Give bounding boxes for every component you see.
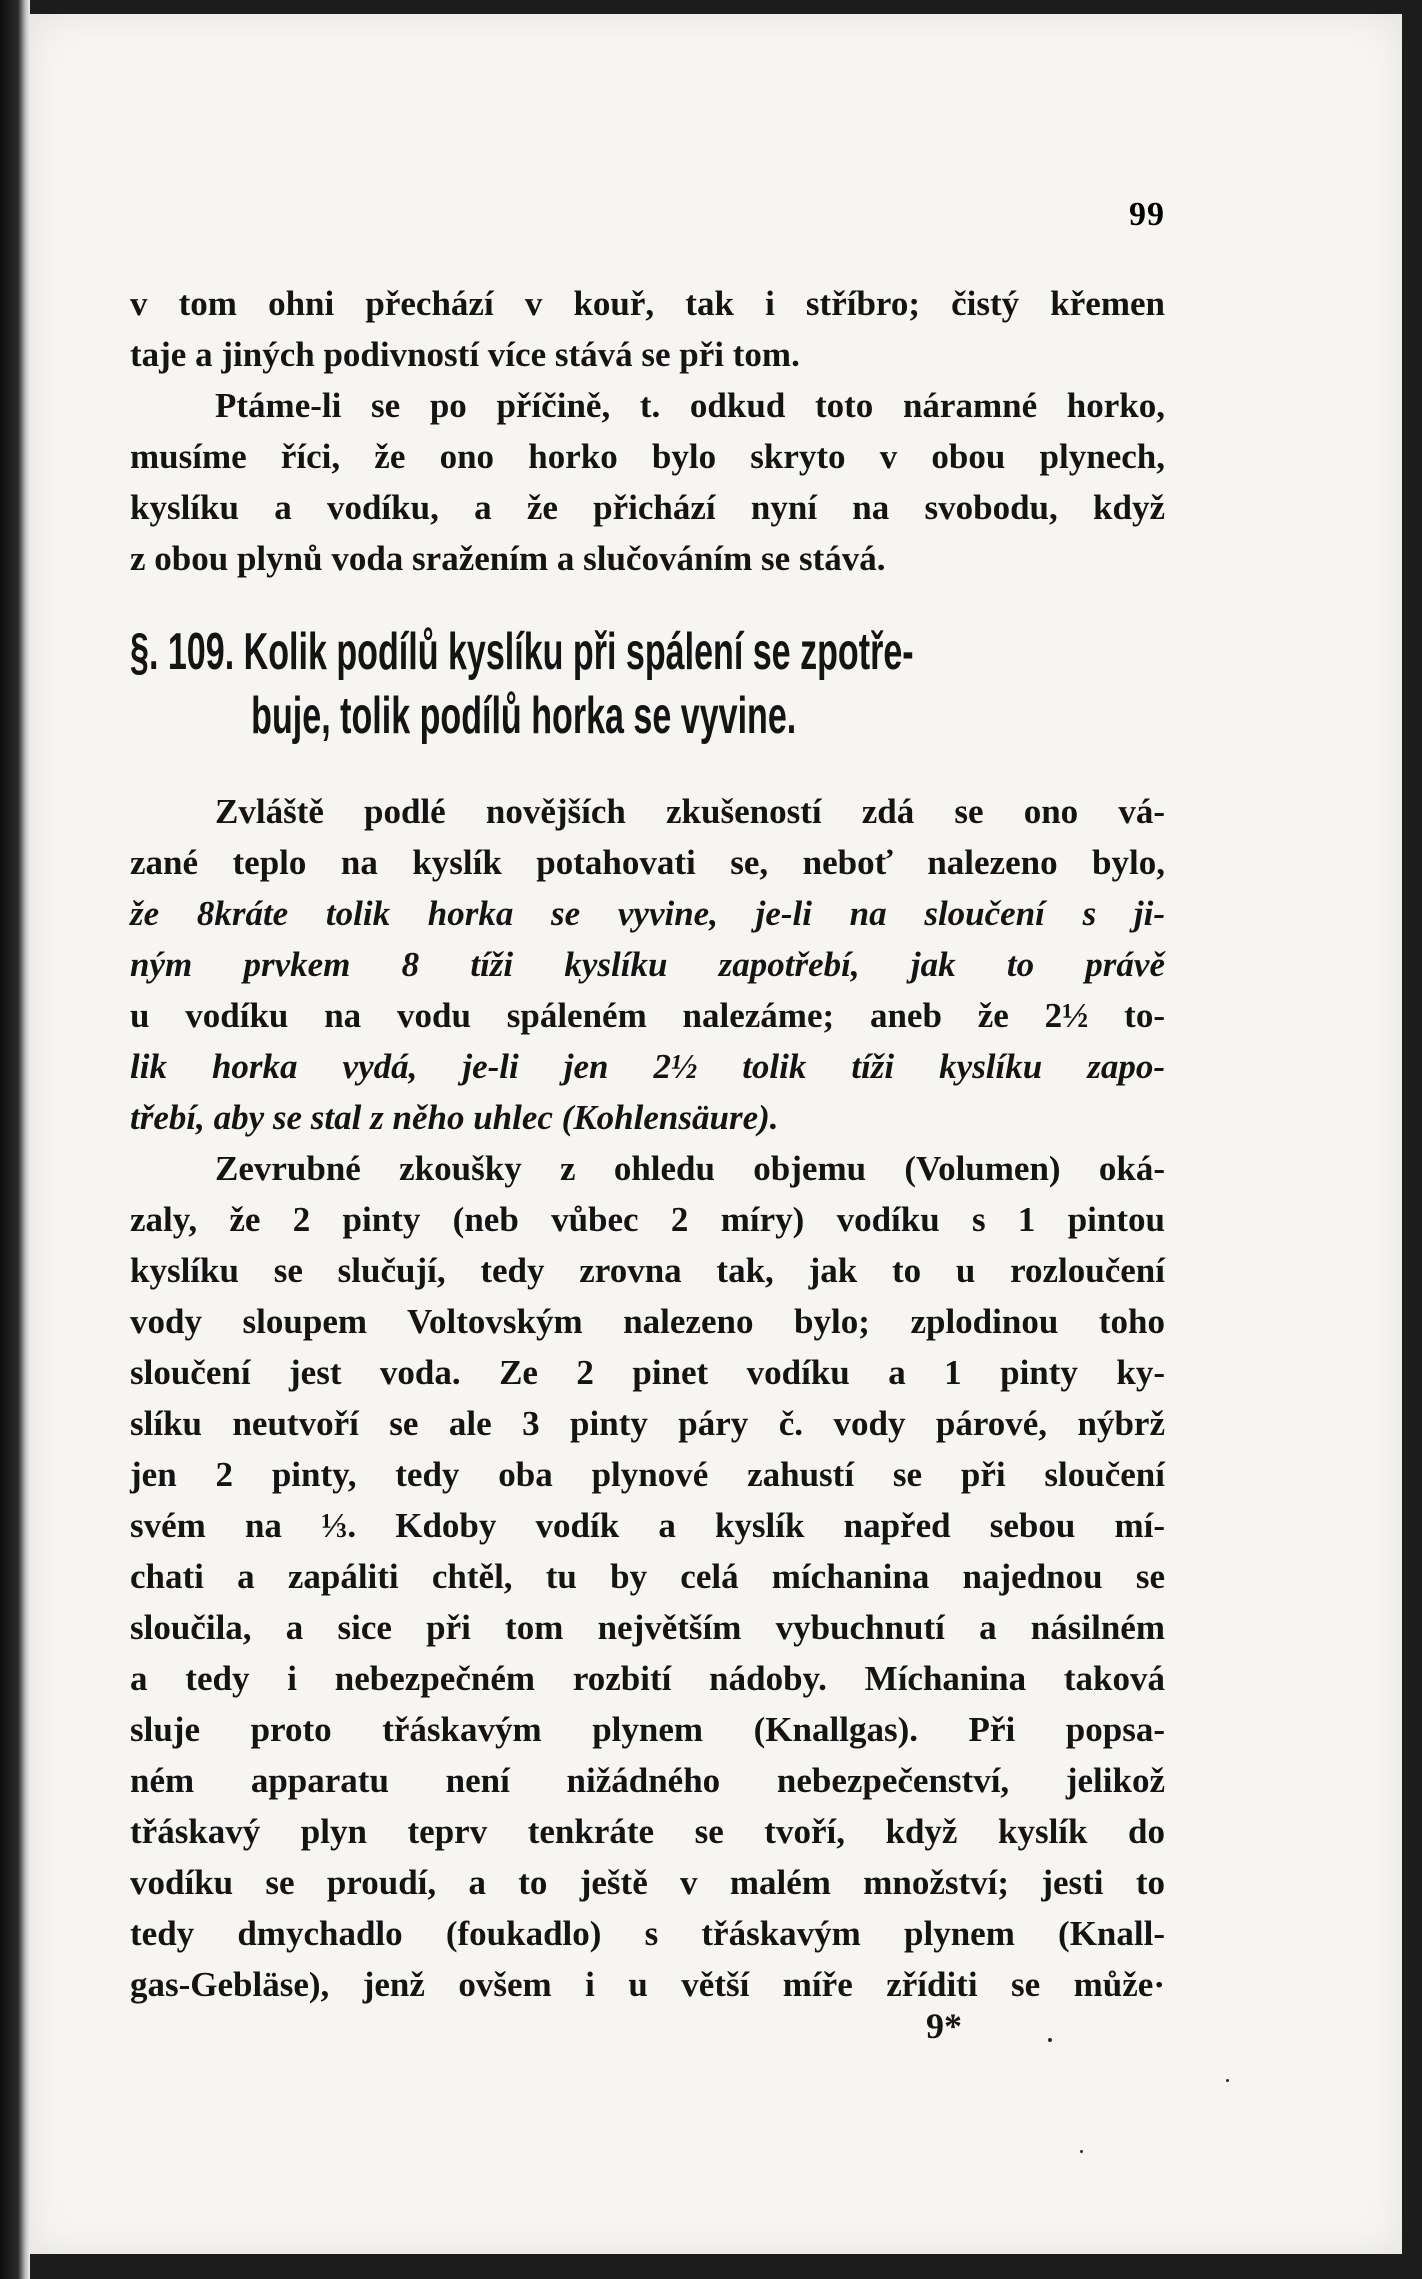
print-speck [1226,2079,1229,2082]
text-line: zané teplo na kyslík potahovati se, neboť nalezeno bylo, [130,843,1165,882]
text-line: ným prvkem 8 tíži kyslíku zapotřebí, jak to právě [130,945,1165,984]
print-speck [1048,2038,1052,2042]
heading-line: buje, tolik podílů horka se vyvine. [251,687,797,745]
text-line: třebí, aby se stal z něho uhlec (Kohlensäure). [130,1098,779,1137]
text-line: Zevrubné zkoušky z ohledu objemu (Volumen) oká- [215,1149,1165,1188]
text-line: ném apparatu není nižádného nebezpečenství, jelikož [130,1761,1165,1800]
text-line: slíku neutvoří se ale 3 pinty páry č. vody párové, nýbrž [130,1404,1165,1443]
paragraph-1 [130,278,1165,584]
text-line: chati a zapáliti chtěl, tu by celá míchanina najednou se [130,1557,1165,1596]
text-line: taje a jiných podivností více stává se při tom. [130,335,800,374]
text-line: vodíku se proudí, a to ještě v malém množství; jesti to [130,1863,1165,1902]
catchword: 9* [926,2006,962,2046]
paragraph-2 [130,786,1165,2010]
text-line: lik horka vydá, je-li jen 2½ tolik tíži kyslíku zapo- [130,1047,1165,1086]
text-line: sluje proto třáskavým plynem (Knallgas). Při popsa- [130,1710,1165,1749]
print-speck [1080,2150,1083,2153]
text-line: třáskavý plyn teprv tenkráte se tvoří, když kyslík do [130,1812,1165,1851]
text-line: zaly, že 2 pinty (neb vůbec 2 míry) vodíku s 1 pintou [130,1200,1165,1239]
text-line: u vodíku na vodu spáleném nalezáme; aneb že 2½ to- [130,996,1165,1035]
text-line: v tom ohni přechází v kouř, tak i stříbro; čistý křemen [130,284,1165,323]
text-line: tedy dmychadlo (foukadlo) s třáskavým plynem (Knall- [130,1914,1165,1953]
text-line: vody sloupem Voltovským nalezeno bylo; zplodinou toho [130,1302,1165,1341]
text-line: Ptáme-li se po příčině, t. odkud toto náramné horko, [215,386,1165,425]
section-heading [130,620,1165,748]
text-line: musíme říci, že ono horko bylo skryto v obou plynech, [130,437,1165,476]
book-gutter-edge [0,0,30,2279]
text-line: svém na ⅓. Kdoby vodík a kyslík napřed sebou mí- [130,1506,1165,1545]
text-line: Zvláště podlé novějších zkušeností zdá se ono vá- [215,792,1165,831]
text-line: kyslíku se slučují, tedy zrovna tak, jak to u rozloučení [130,1251,1165,1290]
text-line: že 8kráte tolik horka se vyvine, je-li na sloučení s ji- [130,894,1165,933]
text-line: sloučení jest voda. Ze 2 pinet vodíku a 1 pinty ky- [130,1353,1165,1392]
text-line: gas-Gebläse), jenž ovšem i u větší míře zříditi se může· [130,1965,1165,2004]
text-line: z obou plynů voda sražením a slučováním se stává. [130,539,886,578]
text-line: kyslíku a vodíku, a že přichází nyní na svobodu, když [130,488,1165,527]
page-number: 99 [1129,196,1165,233]
text-line: sloučila, a sice při tom největším vybuchnutí a násilném [130,1608,1165,1647]
heading-line: §. 109. Kolik podílů kyslíku při spálení se zpotře- [130,623,914,681]
text-line: a tedy i nebezpečném rozbití nádoby. Míchanina taková [130,1659,1165,1698]
text-line: jen 2 pinty, tedy oba plynové zahustí se při sloučení [130,1455,1165,1494]
